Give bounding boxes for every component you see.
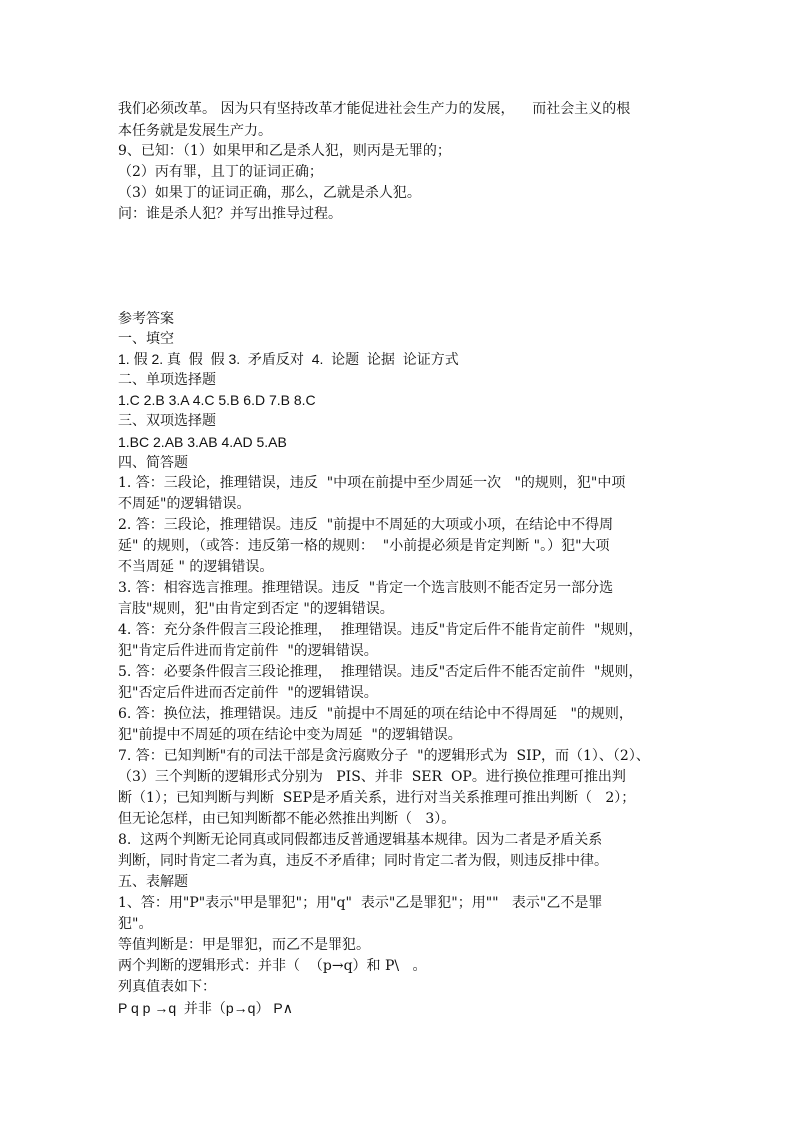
section-heading: 一、填空 (118, 331, 174, 347)
text-line: 等值判断是：甲是罪犯，而乙不是罪犯。 (118, 937, 370, 953)
text-line: 但无论怎样，由已知判断都不能必然推出判断（ 3）。 (118, 811, 456, 827)
text-line: 断（1）；已知判断与判断 SEP是矛盾关系，进行对当关系推理可推出判断（ 2）； (118, 790, 636, 806)
text-line: （2）丙有罪，且丁的证词正确； (118, 164, 323, 180)
text-line: 7. 答：已知判断"有的司法干部是贪污腐败分子 "的逻辑形式为 SIP，而（1）、（2）、 (118, 748, 650, 764)
text-line: 我们必须改革。 因为只有坚持改革才能促进社会生产力的发展， 而社会主义的根 (118, 101, 631, 117)
text-line: 3. 答：相容选言推理。推理错误。违反 "肯定一个选言肢则不能否定另一部分选 (118, 580, 614, 596)
text-line: （3）三个判断的逻辑形式分别为 PIS、并非 SER OP。进行换位推理可推出判 (118, 769, 626, 785)
text-line: 列真值表如下： (118, 979, 216, 995)
text-line: 言肢"规则，犯"由肯定到否定 "的逻辑错误。 (118, 601, 394, 617)
text-line: 5. 答：必要条件假言三段论推理， 推理错误。违反"否定后件不能否定前件 "规则， (118, 664, 643, 680)
truth-table-header: P q p →q 并非（p→q） P∧ (118, 1000, 293, 1016)
text-line: 1. 假 2. 真 假 假 3. 矛盾反对 4. 论题 论据 论证方式 (118, 351, 459, 367)
text-line: 犯"前提中不周延的项在结论中变为周延 "的逻辑错误。 (118, 727, 462, 743)
text-line: 1、答：用"P"表示"甲是罪犯"；用"q" 表示"乙是罪犯"；用"" 表示"乙不是罪 (118, 895, 603, 911)
text-line: （3）如果丁的证词正确，那么，乙就是杀人犯。 (118, 185, 421, 201)
text-line: 4. 答：充分条件假言三段论推理， 推理错误。违反"肯定后件不能肯定前件 "规则， (118, 622, 643, 638)
text-line: 1. 答：三段论，推理错误，违反 "中项在前提中至少周延一次 "的规则，犯"中项 (118, 475, 626, 491)
text-line: 两个判断的逻辑形式：并非（ （p→q）和 P\ 。 (118, 958, 427, 974)
text-line: 1.C 2.B 3.A 4.C 5.B 6.D 7.B 8.C (118, 392, 316, 408)
answer-key-title: 参考答案 (118, 311, 174, 327)
text-line: 判断，同时肯定二者为真，违反不矛盾律；同时肯定二者为假，则违反排中律。 (118, 853, 608, 869)
text-line: 本任务就是发展生产力。 (118, 123, 272, 139)
section-heading: 三、双项选择题 (118, 413, 216, 429)
text-line: 不周延"的逻辑错误。 (118, 496, 251, 512)
question-prompt: 问：谁是杀人犯？并写出推导过程。 (118, 206, 342, 222)
section-heading: 四、简答题 (118, 455, 188, 471)
text-line: 6. 答：换位法，推理错误。违反 "前提中不周延的项在结论中不得周延 "的规则， (118, 706, 633, 722)
text-line: 延" 的规则，（或答：违反第一格的规则： "小前提必须是肯定判断 "。）犯"大项 (118, 538, 610, 554)
text-line: 1.BC 2.AB 3.AB 4.AD 5.AB (118, 434, 287, 450)
text-line: 犯"。 (118, 916, 153, 932)
text-line: 犯"否定后件进而否定前件 "的逻辑错误。 (118, 685, 378, 701)
text-line: 犯"肯定后件进而肯定前件 "的逻辑错误。 (118, 643, 378, 659)
section-heading: 五、表解题 (118, 874, 188, 890)
text-line: 2. 答：三段论，推理错误。违反 "前提中不周延的大项或小项，在结论中不得周 (118, 517, 614, 533)
section-heading: 二、单项选择题 (118, 372, 216, 388)
text-line: 不当周延 " 的逻辑错误。 (118, 559, 274, 575)
question-9-heading: 9、已知：（1）如果甲和乙是杀人犯，则丙是无罪的； (118, 143, 451, 159)
text-line: 8. 这两个判断无论同真或同假都违反普通逻辑基本规律。因为二者是矛盾关系 (118, 832, 603, 848)
